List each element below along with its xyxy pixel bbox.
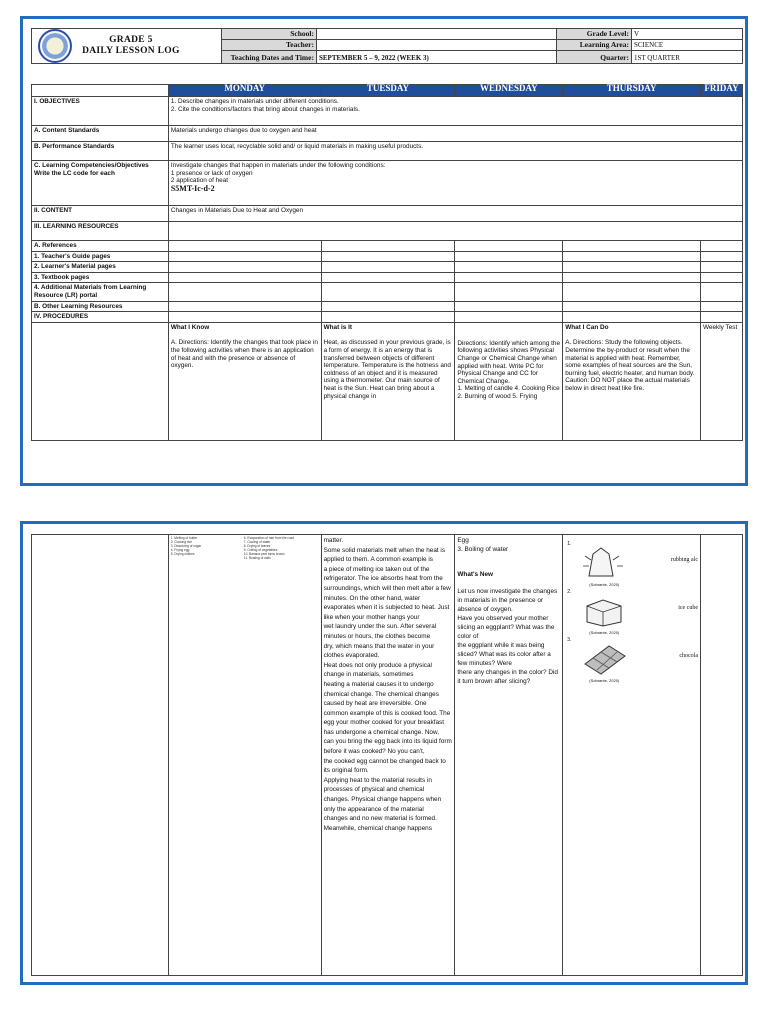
blank-cell — [455, 262, 563, 273]
textbook-pages-label: 3. Textbook pages — [32, 272, 169, 283]
learning-area-value: SCIENCE — [632, 40, 743, 51]
blank-cell — [168, 301, 321, 312]
wednesday-continued — [455, 535, 563, 976]
blank-cell — [563, 272, 701, 283]
blank-cell — [701, 283, 743, 301]
quarter-value: 1ST QUARTER — [632, 51, 743, 64]
alcohol-bottle-icon — [579, 546, 629, 580]
performance-standards-label: B. Performance Standards — [32, 142, 169, 161]
item-caption: (Sobrante, 2020) — [589, 678, 620, 683]
additional-materials-label: 4. Additional Materials from Learning Resource (LR) portal — [32, 283, 169, 301]
deped-seal-icon — [38, 29, 72, 63]
lesson-log-title — [82, 35, 180, 57]
grade-title: GRADE 5 — [109, 35, 153, 45]
blank-cell — [563, 241, 701, 252]
blank-cell — [701, 251, 743, 262]
blank-cell — [32, 535, 169, 976]
blank-cell — [32, 322, 169, 440]
blank-cell — [701, 272, 743, 283]
dates-label: Teaching Dates and Time: — [222, 51, 317, 64]
objectives-text: 1. Describe changes in materials under different conditions. 2. Cite the conditions/factors that bring about changes in materials. — [168, 97, 742, 126]
blank-cell — [563, 251, 701, 262]
tg-pages-label: 1. Teacher's Guide pages — [32, 251, 169, 262]
day-wednesday: WEDNESDAY — [455, 85, 563, 97]
other-resources-label: B. Other Learning Resources — [32, 301, 169, 312]
chocolate-bar-icon — [579, 642, 629, 676]
day-thursday: THURSDAY — [563, 85, 701, 97]
whats-new-title: What's New — [457, 571, 493, 578]
page-1 — [20, 16, 748, 486]
blank-cell — [321, 312, 455, 323]
blank-cell — [701, 301, 743, 312]
log-title: DAILY LESSON LOG — [82, 46, 180, 56]
performance-standards-text: The learner uses local, recyclable solid and/ or liquid materials in making useful products. — [168, 142, 742, 161]
illustration-item — [565, 588, 699, 635]
blank-cell — [168, 241, 321, 252]
blank-cell — [168, 262, 321, 273]
what-is-it-title: What is It — [323, 323, 352, 331]
tiny-list-left: 1. Melting of butter 2. Cooking rice 3. Dissolving of sugar 4. Frying egg 5. Drying clothes — [170, 536, 202, 556]
whats-in-continued: Egg 3. Boiling of water — [457, 537, 509, 553]
day-friday: FRIDAY — [701, 85, 743, 97]
blank-cell — [168, 251, 321, 262]
blank-cell — [168, 312, 321, 323]
blank-cell — [455, 283, 563, 301]
tiny-list-right: 6. Evaporation of rain from the road 7. Cooling of water 8. Drying of leaves 9. Cutting of vegetables 10. Banana peel turns brown 11. Rusting of nails — [243, 536, 294, 560]
blank-cell — [455, 272, 563, 283]
blank-cell — [321, 283, 455, 301]
teacher-value — [317, 40, 557, 51]
competencies-cell — [168, 161, 742, 206]
blank-cell — [168, 272, 321, 283]
blank-cell — [321, 251, 455, 262]
monday-procedure — [168, 322, 321, 440]
school-label: School: — [222, 29, 317, 40]
teacher-label: Teacher: — [222, 40, 317, 51]
procedures-label: IV. PROCEDURES — [32, 312, 169, 323]
blank-cell — [701, 535, 743, 976]
resources-blank — [168, 222, 742, 241]
day-monday: MONDAY — [168, 85, 321, 97]
content-standards-text: Materials undergo changes due to oxygen and heat — [168, 126, 742, 142]
lm-pages-label: 2. Learner's Material pages — [32, 262, 169, 273]
blank-cell — [701, 241, 743, 252]
item-number: 1. — [567, 541, 572, 547]
lesson-grid — [31, 84, 743, 441]
lesson-grid-continued — [31, 534, 743, 976]
grade-level-label: Grade Level: — [557, 29, 632, 40]
wednesday-procedure — [455, 322, 563, 440]
content-standards-label: A. Content Standards — [32, 126, 169, 142]
what-i-know-text: A. Directions: Identify the changes that took place in the following activities when there is an application of heat and with the presence or absence of oxygen. — [170, 339, 318, 370]
blank-cell — [321, 301, 455, 312]
blank-cell — [563, 283, 701, 301]
dates-value: SEPTEMBER 5 – 9, 2022 (WEEK 3) — [317, 51, 557, 64]
page-2 — [20, 521, 748, 985]
monday-continued — [168, 535, 321, 976]
content-text: Changes in Materials Due to Heat and Oxygen — [168, 206, 742, 222]
thursday-procedure — [563, 322, 701, 440]
blank-cell — [455, 241, 563, 252]
content-label: II. CONTENT — [32, 206, 169, 222]
quarter-label: Quarter: — [557, 51, 632, 64]
lc-code: S5MT-Ic-d-2 — [170, 183, 215, 193]
blank-cell — [168, 283, 321, 301]
item-caption: (Sobrante, 2020) — [589, 630, 620, 635]
blank-cell — [321, 241, 455, 252]
blank-cell — [455, 312, 563, 323]
item-label: rubbing alc — [670, 557, 699, 563]
tuesday-continued: matter. Some solid materials melt when the heat is applied to them. A common example is a piece of melting ice taken out of the refrigerator. The ice absorbs heat from the surroundings, which will then melt after a few minutes. On the other hand, water evaporates when it is subjected to heat. Just like when your mother hangs your wet laundry under the sun. After several minutes or hours, the clothes become dry, which means that the water in your clothes evaporated. Heat does not only produce a physical change in materials, sometimes heating a material causes it to undergo chemical change. The chemical changes caused by heat are irreversible. One common example of this is cooked food. The egg your mother cooked for your breakfast has undergone a chemical change. Now, can you bring the egg back into its liquid form before it was cooked? No you can't, the cooked egg cannot be changed back to its original form. Applying heat to the material results in processes of physical and chemical changes. Physical change happens when only the appearance of the material changes and no new material is formed. Meanwhile, chemical change happens — [321, 535, 455, 976]
day-tuesday: TUESDAY — [321, 85, 455, 97]
competencies-label: C. Learning Competencies/Objectives Write the LC code for each — [32, 161, 169, 206]
what-is-it-text: Heat, as discussed in your previous grade, is a form of energy. It is an energy that is transferred between objects of different temperature. Temperature is the hotness and coldness of an object and it is measured using a thermometer. Our main source of heat is the Sun. Heat can bring about a physical change in — [323, 339, 451, 400]
item-number: 3. — [567, 637, 572, 643]
what-i-can-do-title: What I Can Do — [565, 323, 609, 331]
whats-new-text: Let us now investigate the changes in materials in the presence or absence of oxygen. Have you observed your mother slicing an eggplant? What was the color of the eggplant while it was being sliced? What was its color after a few minutes? Were there any changes in the color? Did it turn brown after slicing? — [457, 588, 558, 685]
illustration-item — [565, 636, 699, 683]
tuesday-procedure — [321, 322, 455, 440]
item-label: ice cube — [678, 605, 699, 611]
blank-cell — [563, 301, 701, 312]
blank-cell — [563, 262, 701, 273]
title-cell — [32, 29, 222, 64]
blank-cell — [455, 301, 563, 312]
item-caption: (Sobrante, 2020) — [589, 582, 620, 587]
blank-cell — [563, 312, 701, 323]
ice-cube-icon — [579, 594, 629, 628]
blank-cell — [701, 262, 743, 273]
blank-cell — [455, 251, 563, 262]
header-table — [31, 28, 743, 64]
references-label: A. References — [32, 241, 169, 252]
blank-cell — [701, 312, 743, 323]
objectives-label: I. OBJECTIVES — [32, 97, 169, 126]
what-i-can-do-text: A. Directions: Study the following objects. Determine the by-product or result when the material is applied with heat. Remember, some examples of heat sources are the Sun, burning fuel, electric heater, and human body. Caution: DO NOT place the actual materials below in direct heat like fire. — [565, 339, 695, 392]
item-label: chocola — [679, 653, 699, 659]
learning-area-label: Learning Area: — [557, 40, 632, 51]
illustration-item — [565, 540, 699, 587]
whats-in-text: Directions: Identify which among the following activities shows Physical Change or Chemical Change when applied with heat. Write PC for Physical Change and CC for Chemical Change. 1. Melting of candle 4. Cooking Rice 2. Burning of wood 5. Frying — [457, 339, 560, 400]
competencies-text: Investigate changes that happen in materials under the following conditions: 1 presence or lack of oxygen 2 application of heat — [170, 162, 386, 185]
blank-cell — [321, 272, 455, 283]
day-header-row — [32, 85, 743, 97]
blank-header — [32, 85, 169, 97]
item-number: 2. — [567, 589, 572, 595]
grade-level-value: V — [632, 29, 743, 40]
school-value — [317, 29, 557, 40]
blank-cell — [321, 262, 455, 273]
friday-procedure: Weekly Test — [701, 322, 743, 440]
thursday-continued — [563, 535, 701, 976]
resources-label: III. LEARNING RESOURCES — [32, 222, 169, 241]
what-i-know-title: What I Know — [170, 323, 210, 331]
